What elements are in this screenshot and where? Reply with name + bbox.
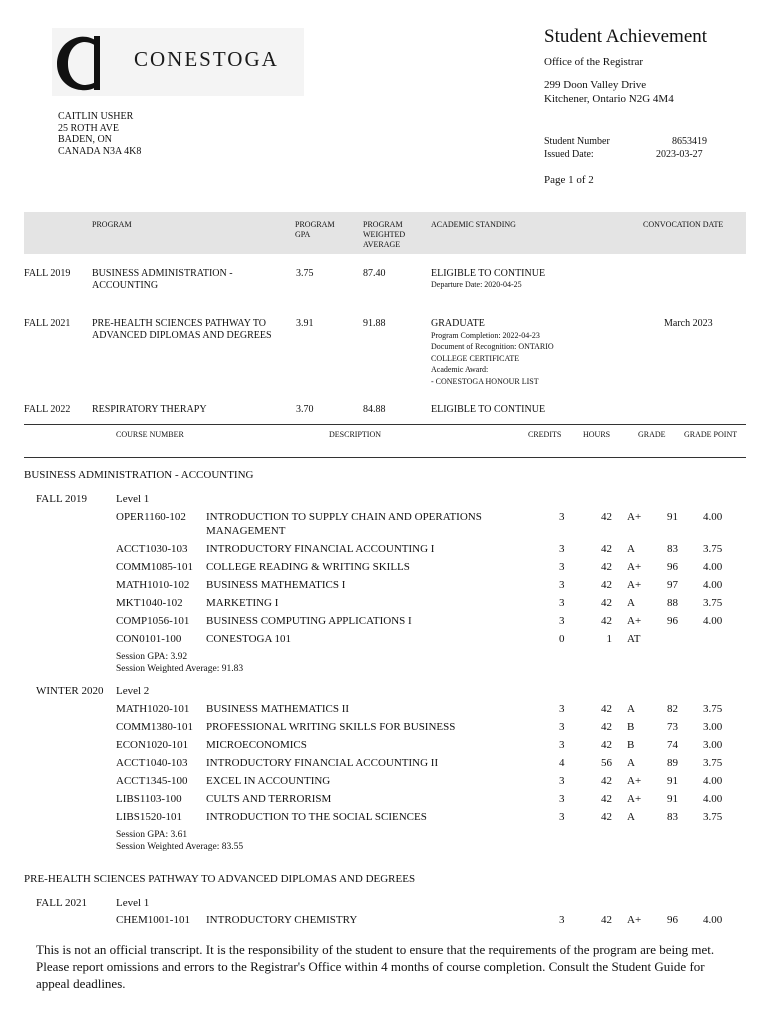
course-number: COMM1380-101 [116, 721, 194, 733]
course-grade: A [627, 757, 635, 769]
program-gpa: 3.70 [296, 404, 314, 415]
level-label: Level 1 [116, 493, 150, 505]
student-number-label: Student Number [544, 136, 610, 147]
course-number: OPER1160-102 [116, 511, 186, 523]
col-header-description: DESCRIPTION [329, 430, 382, 439]
col-header-program-gpa [295, 220, 335, 240]
course-grade: A [627, 543, 635, 555]
course-grade-point: 4.00 [703, 511, 723, 523]
course-grade: A+ [627, 579, 642, 591]
course-row [0, 541, 768, 558]
section-program-title: BUSINESS ADMINISTRATION - ACCOUNTING [24, 469, 254, 481]
course-credits: 3 [559, 561, 565, 573]
program-term: FALL 2021 [24, 318, 71, 329]
course-credits: 3 [559, 811, 565, 823]
course-credits: 3 [559, 511, 565, 523]
issued-date-label: Issued Date: [544, 149, 594, 160]
program-gpa: 3.91 [296, 318, 314, 329]
col-header-line: GPA [295, 230, 311, 239]
course-hours: 1 [606, 633, 612, 645]
student-name: CAITLIN USHER [58, 111, 134, 122]
course-mark: 91 [667, 511, 678, 523]
page-title: Student Achievement [544, 26, 708, 47]
course-hours: 56 [601, 757, 612, 769]
course-grade-point: 4.00 [703, 775, 723, 787]
course-mark: 82 [667, 703, 678, 715]
course-description: BUSINESS MATHEMATICS I [206, 579, 346, 591]
course-credits: 3 [559, 721, 565, 733]
course-description: BUSINESS COMPUTING APPLICATIONS I [206, 615, 412, 627]
col-header-program: PROGRAM [92, 220, 132, 229]
course-row [0, 737, 768, 754]
course-number: LIBS1103-100 [116, 793, 182, 805]
course-grade: A+ [627, 511, 642, 523]
program-name-line: BUSINESS ADMINISTRATION - [92, 268, 233, 279]
course-grade: A [627, 597, 635, 609]
divider [24, 424, 746, 425]
col-header-grade: GRADE [638, 430, 666, 439]
page-indicator: Page 1 of 2 [544, 174, 594, 186]
course-hours: 42 [601, 914, 612, 926]
course-grade: AT [627, 633, 641, 645]
program-term: FALL 2022 [24, 404, 71, 415]
course-number: MATH1020-101 [116, 703, 190, 715]
course-grade-point: 3.75 [703, 757, 723, 769]
course-row [0, 631, 768, 648]
course-number: MKT1040-102 [116, 597, 183, 609]
col-header-convocation-date: CONVOCATION DATE [643, 220, 724, 229]
course-number: COMP1056-101 [116, 615, 190, 627]
col-header-course-number: COURSE NUMBER [116, 430, 184, 439]
course-hours: 42 [601, 811, 612, 823]
course-hours: 42 [601, 511, 612, 523]
course-credits: 0 [559, 633, 565, 645]
course-credits: 3 [559, 579, 565, 591]
course-credits: 3 [559, 597, 565, 609]
registrar-address [544, 78, 674, 106]
course-credits: 3 [559, 914, 565, 926]
course-description: INTRODUCTION TO SUPPLY CHAIN AND OPERATIONS [206, 511, 482, 523]
session-summary [116, 651, 243, 675]
course-mark: 83 [667, 543, 678, 555]
col-header-hours: HOURS [583, 430, 611, 439]
standing-text: GRADUATE [431, 318, 485, 329]
course-hours: 42 [601, 793, 612, 805]
course-description: BUSINESS MATHEMATICS II [206, 703, 350, 715]
course-row [0, 773, 768, 790]
course-mark: 73 [667, 721, 678, 733]
address-line: Kitchener, Ontario N2G 4M4 [544, 93, 674, 105]
course-row [0, 912, 768, 929]
course-description: CULTS AND TERRORISM [206, 793, 332, 805]
col-header-line: PROGRAM [363, 220, 403, 229]
program-name: RESPIRATORY THERAPY [92, 404, 207, 415]
conestoga-logo-icon [54, 34, 112, 92]
course-mark: 89 [667, 757, 678, 769]
program-name-line: ACCOUNTING [92, 279, 159, 291]
standing-detail: Departure Date: 2020-04-25 [431, 279, 522, 289]
course-credits: 4 [559, 757, 565, 769]
course-grade-point: 3.75 [703, 811, 723, 823]
program-standing [431, 318, 651, 387]
course-mark: 91 [667, 793, 678, 805]
course-number: ACCT1345-100 [116, 775, 188, 787]
level-label: Level 1 [116, 897, 150, 909]
student-address-line: BADEN, ON [58, 134, 112, 145]
col-header-credits: CREDITS [528, 430, 562, 439]
course-mark: 88 [667, 597, 678, 609]
issued-date: 2023-03-27 [656, 149, 703, 160]
session-weighted-average: Session Weighted Average: 83.55 [116, 842, 244, 852]
course-mark: 96 [667, 615, 678, 627]
course-number: COMM1085-101 [116, 561, 194, 573]
registrar-office [544, 55, 643, 69]
course-description: CONESTOGA 101 [206, 633, 292, 645]
program-weighted-average: 84.88 [363, 404, 386, 415]
course-number: CHEM1001-101 [116, 914, 190, 926]
course-hours: 42 [601, 543, 612, 555]
course-grade-point: 3.75 [703, 597, 723, 609]
program-weighted-average: 87.40 [363, 268, 386, 279]
course-number: ACCT1040-103 [116, 757, 188, 769]
section-program-title: PRE-HEALTH SCIENCES PATHWAY TO ADVANCED DIPLOMAS AND DEGREES [24, 873, 416, 885]
course-description: INTRODUCTORY CHEMISTRY [206, 914, 358, 926]
program-term: FALL 2019 [24, 268, 71, 279]
course-description: MICROECONOMICS [206, 739, 307, 751]
course-grade-point: 3.00 [703, 721, 723, 733]
student-address-line: CANADA N3A 4K8 [58, 145, 142, 157]
course-grade: B [627, 739, 635, 751]
course-grade-point: 3.00 [703, 739, 723, 751]
course-grade-point: 4.00 [703, 615, 723, 627]
program-standing [431, 268, 651, 290]
divider [24, 457, 746, 458]
program-convocation-date: March 2023 [664, 318, 713, 329]
course-hours: 42 [601, 775, 612, 787]
course-grade: A+ [627, 615, 642, 627]
session-gpa: Session GPA: 3.61 [116, 830, 188, 840]
course-hours: 42 [601, 721, 612, 733]
course-credits: 3 [559, 775, 565, 787]
col-header-line: WEIGHTED [363, 230, 406, 239]
course-row [0, 613, 768, 630]
standing-detail: Program Completion: 2022-04-23 [431, 330, 540, 340]
address-line: 299 Doon Valley Drive [544, 79, 647, 91]
course-mark: 96 [667, 561, 678, 573]
disclaimer-text: This is not an official transcript. It is the responsibility of the student to ensure that the requirements of the program are being met. Please report omissions and errors to the Registrar's Office within 4 months of course completion. Consult the Student Guide for appeal deadlines. [36, 942, 715, 991]
course-grade: A+ [627, 561, 642, 573]
session-weighted-average: Session Weighted Average: 91.83 [116, 664, 244, 674]
course-row [0, 791, 768, 808]
course-number: LIBS1520-101 [116, 811, 182, 823]
course-hours: 42 [601, 597, 612, 609]
course-description: INTRODUCTORY FINANCIAL ACCOUNTING I [206, 543, 435, 555]
course-number: MATH1010-102 [116, 579, 190, 591]
course-grade: A [627, 811, 635, 823]
course-grade: A [627, 703, 635, 715]
course-row [0, 595, 768, 612]
term-label: WINTER 2020 [36, 685, 104, 697]
term-label: FALL 2021 [36, 897, 88, 909]
course-description-continued: MANAGEMENT [206, 525, 286, 537]
col-header-grade-point: GRADE POINT [684, 430, 738, 439]
course-row [0, 509, 768, 537]
standing-text: ELIGIBLE TO CONTINUE [431, 268, 546, 279]
col-header-line: AVERAGE [363, 240, 401, 249]
course-row [0, 577, 768, 594]
session-summary [116, 829, 243, 853]
course-row [0, 559, 768, 576]
office-name: Office of the Registrar [544, 56, 644, 68]
course-credits: 3 [559, 793, 565, 805]
program-gpa: 3.75 [296, 268, 314, 279]
course-grade-point: 3.75 [703, 543, 723, 555]
course-grade-point: 4.00 [703, 579, 723, 591]
course-grade-point: 4.00 [703, 793, 723, 805]
course-grade-point: 4.00 [703, 914, 723, 926]
course-description: EXCEL IN ACCOUNTING [206, 775, 331, 787]
course-mark: 91 [667, 775, 678, 787]
standing-detail: - CONESTOGA HONOUR LIST [431, 376, 539, 386]
course-grade: A+ [627, 775, 642, 787]
course-row [0, 701, 768, 718]
course-hours: 42 [601, 703, 612, 715]
course-grade-point: 4.00 [703, 561, 723, 573]
student-number: 8653419 [672, 136, 707, 147]
course-row [0, 719, 768, 736]
program-name-line: PRE-HEALTH SCIENCES PATHWAY TO [92, 318, 267, 329]
course-row [0, 809, 768, 826]
course-number: ECON1020-101 [116, 739, 189, 751]
student-address [58, 111, 141, 157]
standing-detail: Document of Recognition: ONTARIO [431, 342, 554, 351]
course-hours: 42 [601, 615, 612, 627]
program-weighted-average: 91.88 [363, 318, 386, 329]
student-address-line: 25 ROTH AVE [58, 122, 119, 134]
course-grade: B [627, 721, 635, 733]
program-name [92, 318, 302, 341]
course-credits: 3 [559, 739, 565, 751]
course-mark: 96 [667, 914, 678, 926]
course-hours: 42 [601, 579, 612, 591]
course-mark: 97 [667, 579, 678, 591]
standing-detail: COLLEGE CERTIFICATE [431, 353, 520, 363]
course-mark: 74 [667, 739, 678, 751]
standing-detail: Academic Award: [431, 365, 489, 374]
course-credits: 3 [559, 615, 565, 627]
course-number: CON0101-100 [116, 633, 182, 645]
course-description: MARKETING I [206, 597, 279, 609]
program-standing: ELIGIBLE TO CONTINUE [431, 404, 546, 415]
term-label: FALL 2019 [36, 493, 88, 505]
course-credits: 3 [559, 543, 565, 555]
course-description: INTRODUCTORY FINANCIAL ACCOUNTING II [206, 757, 439, 769]
course-description: COLLEGE READING & WRITING SKILLS [206, 561, 410, 573]
course-hours: 42 [601, 739, 612, 751]
course-grade: A+ [627, 914, 642, 926]
col-header-academic-standing: ACADEMIC STANDING [431, 220, 516, 229]
col-header-weighted-average [363, 220, 405, 250]
session-gpa: Session GPA: 3.92 [116, 652, 188, 662]
course-credits: 3 [559, 703, 565, 715]
program-name [92, 268, 282, 291]
course-grade-point: 3.75 [703, 703, 723, 715]
course-description: PROFESSIONAL WRITING SKILLS FOR BUSINESS [206, 721, 456, 733]
course-mark: 83 [667, 811, 678, 823]
program-name-line: ADVANCED DIPLOMAS AND DEGREES [92, 329, 272, 341]
course-number: ACCT1030-103 [116, 543, 188, 555]
course-row [0, 755, 768, 772]
course-description: INTRODUCTION TO THE SOCIAL SCIENCES [206, 811, 427, 823]
level-label: Level 2 [116, 685, 150, 697]
course-grade: A+ [627, 793, 642, 805]
course-hours: 42 [601, 561, 612, 573]
logo-wordmark: CONESTOGA [134, 47, 279, 71]
col-header-line: PROGRAM [295, 220, 335, 229]
